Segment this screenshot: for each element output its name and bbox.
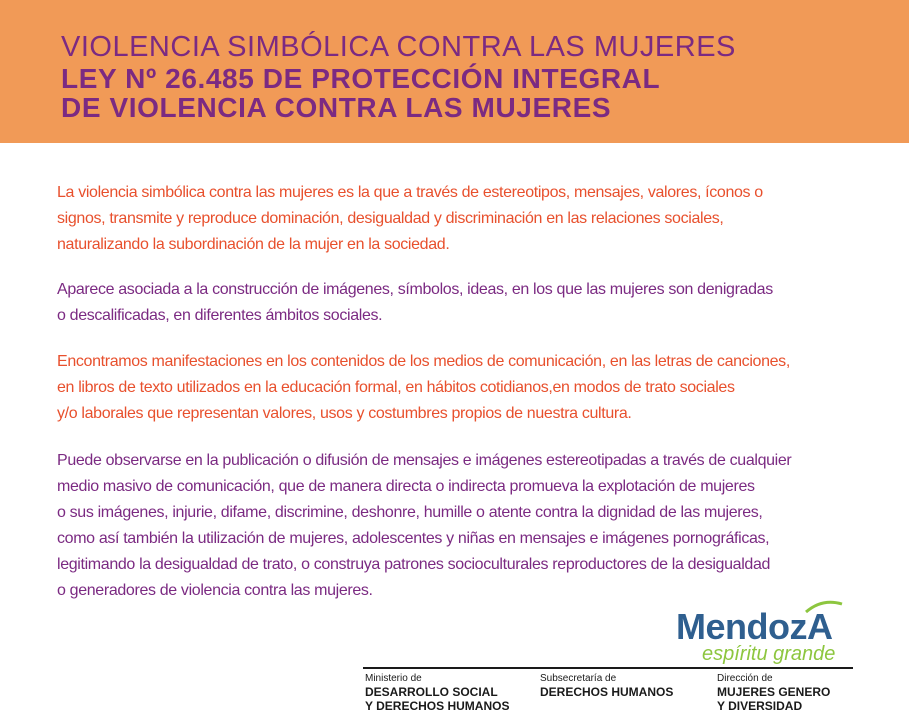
dept-name-line-2: Y DERECHOS HUMANOS [365,699,510,713]
title-line-2: LEY Nº 26.485 DE PROTECCIÓN INTEGRAL [61,63,661,94]
title-banner [0,0,909,143]
paragraph-line: o generadores de violencia contra las mujeres. [57,582,373,599]
paragraph-line: en libros de texto utilizados en la educación formal, en hábitos cotidianos,en modos de trato sociales [57,379,735,396]
title-line-3: DE VIOLENCIA CONTRA LAS MUJERES [61,92,612,123]
paragraph-line: y/o laborales que representan valores, usos y costumbres propios de nuestra cultura. [57,405,632,422]
paragraph-line: Puede observarse en la publicación o difusión de mensajes e imágenes estereotipadas a través de cualquier [57,452,792,469]
paragraph-definition [57,180,854,258]
dept-direccion [717,673,830,713]
paragraph-association [57,277,854,329]
paragraph-line: legitimando la desigualdad de trato, o construya patrones socioculturales reproductores de la desigualdad [57,556,771,573]
dept-ministerio [365,673,509,713]
dept-prefix: Dirección de [717,673,773,684]
title-line-1: VIOLENCIA SIMBÓLICA CONTRA LAS MUJERES [61,31,736,63]
paragraph-line: Encontramos manifestaciones en los contenidos de los medios de comunicación, en las letras de canciones, [57,353,790,370]
paragraph-line: La violencia simbólica contra las mujeres es la que a través de estereotipos, mensajes, valores, íconos o [57,184,763,201]
logo-wordmark: MendozA [676,606,833,647]
dept-prefix: Subsecretaría de [540,673,617,684]
paragraph-line: signos, transmite y reproduce dominación, desigualdad y discriminación en las relaciones sociales, [57,210,724,227]
dept-name-line-1: DESARROLLO SOCIAL [365,685,498,699]
dept-name-line-2: Y DIVERSIDAD [717,699,803,713]
logo-tagline: espíritu grande [702,643,836,665]
dept-name-line-1: MUJERES GENERO [717,685,831,699]
paragraph-line: Aparece asociada a la construcción de imágenes, símbolos, ideas, en los que las mujeres son denigradas [57,281,773,298]
paragraph-line: o descalificadas, en diferentes ámbitos sociales. [57,307,383,324]
paragraph-media [57,448,854,604]
paragraph-line: medio masivo de comunicación, que de manera directa o indirecta promueva la explotación de mujeres [57,478,755,495]
dept-name-line-1: DERECHOS HUMANOS [540,685,674,699]
paragraph-manifestations [57,349,854,427]
paragraph-line: o sus imágenes, injurie, difame, discrimine, deshonre, humille o atente contra la dignidad de las mujeres, [57,504,763,521]
footer-divider [363,667,853,669]
logo-accent-icon [804,600,844,614]
dept-subsecretaria [540,673,673,699]
paragraph-line: como así también la utilización de mujeres, adolescentes y niñas en mensajes e imágenes pornográficas, [57,530,770,547]
dept-prefix: Ministerio de [365,673,422,684]
paragraph-line: naturalizando la subordinación de la mujer en la sociedad. [57,236,450,253]
mendoza-logo [676,600,856,668]
